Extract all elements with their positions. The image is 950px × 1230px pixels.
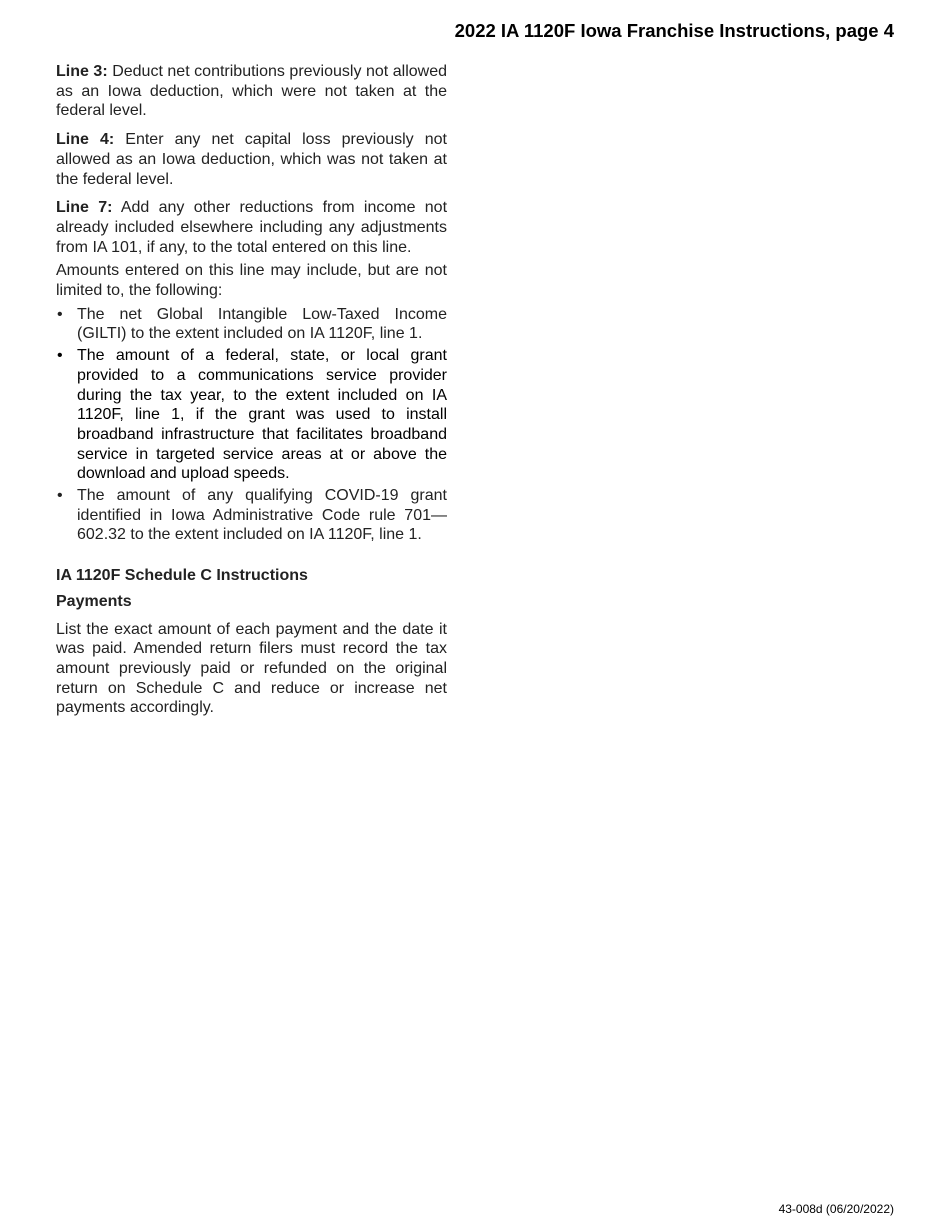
page-title: 2022 IA 1120F Iowa Franchise Instructions, page 4	[454, 20, 894, 41]
payments-subheading: Payments	[56, 592, 132, 610]
line-4-paragraph	[56, 130, 447, 189]
schedule-c-heading: IA 1120F Schedule C Instructions	[56, 567, 308, 585]
line-4-label: Line 4:	[56, 131, 115, 149]
bullet-icon: •	[57, 487, 63, 505]
line-7-label: Line 7:	[56, 199, 113, 217]
line-4-text: Enter any net capital loss previously not allowed as an Iowa deduction, which was not taken at the federal level.	[56, 131, 447, 188]
line-3-text: Deduct net contributions previously not allowed as an Iowa deduction, which were not taken at the federal level.	[56, 63, 448, 120]
line-3-label: Line 3:	[56, 63, 108, 80]
list-item-text: The amount of a federal, state, or local grant provided to a communications service provider during the tax year, to the extent included on IA 1120F, line 1, if the grant was used to install broadband infrastructure that facilitates broadband service in targeted service areas at or above the download and upload speeds.	[77, 347, 447, 483]
payments-paragraph: List the exact amount of each payment and the date it was paid. Amended return filers must record the tax amount previously paid or refunded on the original return on Schedule C and reduce or increase net payments accordingly.	[56, 620, 447, 717]
list-item-text: The amount of any qualifying COVID-19 grant identified in Iowa Administrative Code rule 701—602.32 to the extent included on IA 1120F, line 1.	[77, 487, 447, 544]
line-3-paragraph	[56, 62, 447, 121]
list-item	[56, 305, 447, 344]
reductions-list	[56, 305, 447, 545]
list-item-text: The net Global Intangible Low-Taxed Income (GILTI) to the extent included on IA 1120F, line 1.	[77, 305, 447, 343]
line-7-paragraph	[56, 198, 447, 257]
list-item	[56, 346, 447, 484]
list-item	[56, 486, 447, 545]
bullet-icon: •	[57, 305, 63, 323]
line-7-text: Add any other reductions from income not already included elsewhere including any adjustments from IA 101, if any, to the total entered on this line.	[56, 199, 448, 256]
bullet-icon: •	[57, 347, 63, 365]
instructions-column	[56, 62, 447, 727]
amounts-intro: Amounts entered on this line may include, but are not limited to, the following:	[56, 262, 447, 300]
form-revision-code: 43-008d (06/20/2022)	[778, 1202, 894, 1216]
